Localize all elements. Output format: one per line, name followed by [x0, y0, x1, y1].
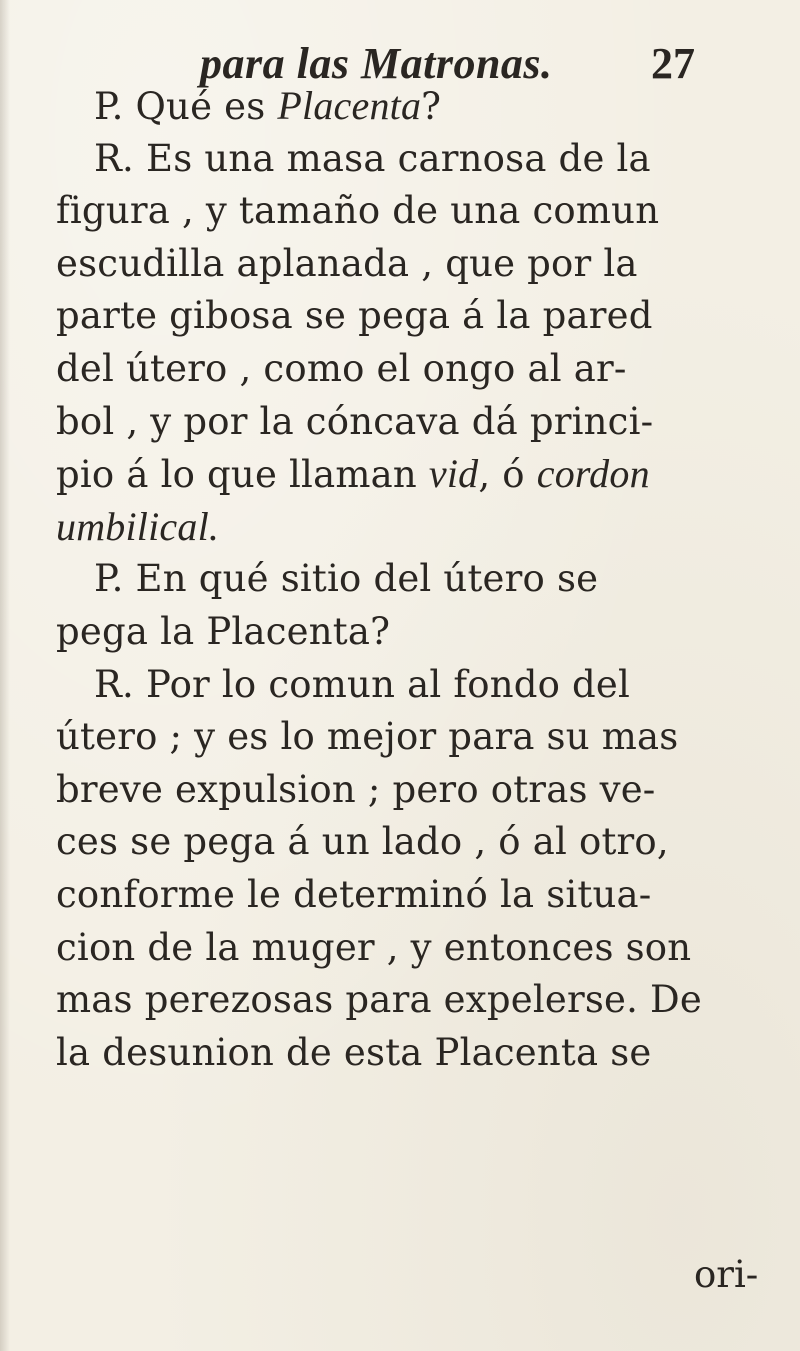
- gutter-shadow: [0, 0, 10, 1351]
- text-run: bol , y por la cóncava dá princi-: [56, 399, 654, 443]
- italic-text: umbilical.: [56, 503, 220, 549]
- running-title: para las Matronas.: [200, 39, 553, 88]
- text-run: ?: [421, 85, 442, 128]
- text-line: [56, 659, 772, 712]
- text-line: [56, 185, 772, 238]
- text-run: del útero , como el ongo al ar-: [56, 346, 627, 390]
- text-run: , ó: [478, 453, 537, 497]
- text-line: [56, 133, 772, 186]
- text-run: ces se pega á un lado , ó al otro,: [56, 820, 669, 864]
- text-line: [56, 764, 772, 817]
- text-run: breve expulsion ; pero otras ve-: [56, 767, 656, 811]
- text-line: [56, 80, 772, 133]
- italic-text: Placenta: [277, 83, 422, 128]
- text-run: escudilla aplanada , que por la: [56, 241, 638, 285]
- text-line: [56, 343, 772, 396]
- text-line: [56, 290, 772, 343]
- text-line: [56, 869, 772, 922]
- text-run: parte gibosa se pega á la pared: [56, 294, 653, 338]
- text-run: R. Es una masa carnosa de la: [94, 136, 651, 180]
- text-run: R. Por lo comun al fondo del: [94, 662, 631, 706]
- italic-text: vid: [428, 451, 479, 497]
- text-run: P. Qué es: [94, 85, 278, 128]
- text-line: [56, 238, 772, 291]
- text-line: [56, 553, 772, 606]
- text-line: [56, 448, 772, 501]
- text-run: pio á lo que llaman: [56, 453, 429, 497]
- italic-text: cordon: [536, 451, 650, 497]
- text-line: [56, 816, 772, 869]
- text-line: [56, 974, 772, 1027]
- catchword: ori-: [694, 1253, 759, 1296]
- text-run: cion de la muger , y entonces son: [56, 925, 692, 969]
- text-line: [56, 711, 772, 764]
- text-line: [56, 1027, 772, 1080]
- text-line: [56, 922, 772, 975]
- text-run: P. En qué sitio del útero se: [94, 557, 599, 601]
- body-text: [56, 80, 772, 1079]
- text-run: la desunion de esta Placenta se: [56, 1030, 652, 1074]
- text-run: figura , y tamaño de una comun: [56, 189, 660, 233]
- text-run: mas perezosas para expelerse. De: [56, 978, 703, 1022]
- text-run: útero ; y es lo mejor para su mas: [56, 715, 679, 759]
- text-line: [56, 501, 772, 554]
- text-line: [56, 396, 772, 449]
- text-run: pega la Placenta?: [56, 609, 391, 653]
- page-number: 27: [651, 39, 695, 88]
- text-run: conforme le determinó la situa-: [56, 872, 652, 916]
- text-line: [56, 606, 772, 659]
